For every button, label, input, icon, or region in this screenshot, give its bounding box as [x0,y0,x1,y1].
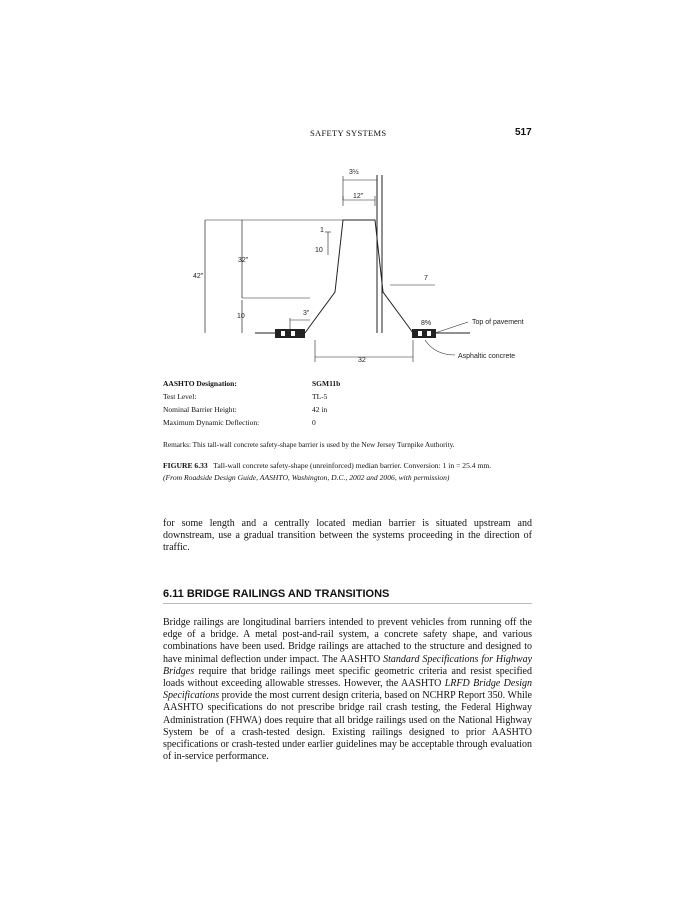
barrier-cross-section-figure [150,150,550,375]
lrfd-specs-title: LRFD Bridge Design Specifications [163,678,533,702]
section-divider [163,603,532,604]
spec-designation-value: SGM11b [312,379,341,388]
dim-base-width: 32 [358,357,366,364]
right-footing [412,329,436,338]
figure-source: (From Roadside Design Guide, AASHTO, Washington, D.C., 2002 and 2006, with permission) [163,472,450,482]
standard-specs-title: Standard Specifications for Highway Bridges [163,653,533,677]
label-asphaltic-concrete: Asphaltic concrete [458,353,516,360]
figure-label: FIGURE 6.33 [163,461,208,470]
spec-height-label: Nominal Barrier Height: [163,405,237,414]
spec-test-level-value: TL-5 [312,392,328,401]
spec-height-value: 42 in [312,405,328,414]
left-footing [275,329,305,338]
paragraph-1: for some length and a centrally located median barrier is situated upstream and downstream, use a gradual transition between the systems proceeding in the direction of traffic. [163,518,532,554]
dim-total-height: 42" [193,273,204,280]
spec-deflection-value: 0 [312,418,316,427]
paragraph-2-part-a: Bridge railings are longitudinal barriers intended to prevent vehicles from running off the edge of a bridge. A metal post-and-rail system, a concrete safety shape, and various combinations have been used. Bridge railings are attached to the structure and designed to have minimal deflection under impact. The AASHTO [163,617,532,665]
running-header-title: SAFETY SYSTEMS [310,128,387,138]
paragraph-2-part-b: require that bridge railings meet specific geometric criteria and resist specified loads without exceeding allowable stresses. However, the AASHTO [163,665,532,690]
barrier-profile [305,220,413,333]
figure-caption-text: Tall-wall concrete safety-shape (unreinforced) median barrier. Conversion: 1 in = 25.4 mm. [213,461,492,470]
dim-slope-rise: 1 [320,227,324,234]
spec-test-level-label: Test Level: [163,392,197,401]
dim-side-offset: 7 [424,275,428,282]
dim-lower-offset: 3" [303,310,310,317]
paragraph-2-part-c: provide the most current design criteria, based on NCHRP Report 350. While AASHTO specifications do not prescribe bridge rail crash testing, the Federal Highway Administration (FHWA) does require that all bridge railings used on the National Highway System be of a crash-tested design. Existing railings designed to prior AASHTO specifications or crash-tested under earlier guidelines may be acceptable through evaluation of in-service performance. [163,690,532,763]
dim-upper-height: 32" [238,257,249,264]
dim-lower-height: 10 [237,313,245,320]
dim-top-offset: 3½ [349,169,359,176]
figure-remarks: Remarks: This tall-wall concrete safety-shape barrier is used by the New Jersey Turnpike Authority. [163,440,455,449]
label-top-of-pavement: Top of pavement [472,319,524,326]
dim-slope-run: 10 [315,247,323,254]
section-heading: 6.11 BRIDGE RAILINGS AND TRANSITIONS [163,588,390,600]
paragraph-2 [163,617,532,763]
spec-designation-label: AASHTO Designation: [163,379,237,388]
page-number: 517 [515,127,532,138]
dim-cross-slope: 8% [421,320,432,327]
dim-top-width: 12" [353,193,364,200]
figure-caption [163,460,538,483]
spec-deflection-label: Maximum Dynamic Deflection: [163,418,260,427]
